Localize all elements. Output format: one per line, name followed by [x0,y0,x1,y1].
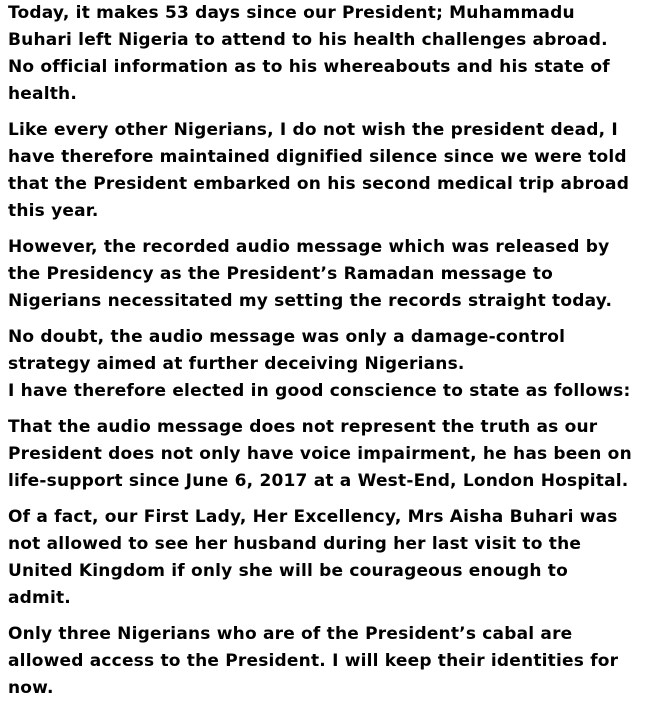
paragraph-line: President does not only have voice impairment, he has been on [8,444,632,464]
paragraph-6 [8,504,649,612]
paragraph-line: have therefore maintained dignified silence since we were told [8,147,627,167]
paragraph-line: allowed access to the President. I will keep their identities for [8,651,619,671]
paragraph-2 [8,117,649,225]
paragraph-line: United Kingdom if only she will be courageous enough to [8,561,569,581]
paragraph-4 [8,324,649,405]
paragraph-line: health. [8,84,78,104]
paragraph-line: Like every other Nigerians, I do not wish the president dead, I [8,120,618,140]
paragraph-line: However, the recorded audio message which was released by [8,237,610,257]
paragraph-7 [8,621,649,702]
paragraph-line: I have therefore elected in good conscience to state as follows: [8,381,631,401]
paragraph-line: No doubt, the audio message was only a damage-control [8,327,566,347]
paragraph-line: now. [8,678,54,698]
paragraph-line: not allowed to see her husband during her last visit to the [8,534,582,554]
paragraph-line: That the audio message does not represent the truth as our [8,417,598,437]
paragraph-5 [8,414,649,495]
paragraph-line: Only three Nigerians who are of the President’s cabal are [8,624,573,644]
paragraph-line: Nigerians necessitated my setting the records straight today. [8,291,613,311]
paragraph-line: Buhari left Nigeria to attend to his health challenges abroad. [8,30,608,50]
paragraph-line: strategy aimed at further deceiving Nigerians. [8,354,465,374]
paragraph-line: No official information as to his whereabouts and his state of [8,57,610,77]
paragraph-3 [8,234,649,315]
paragraph-line: this year. [8,201,99,221]
paragraph-line: that the President embarked on his second medical trip abroad [8,174,630,194]
paragraph-1 [8,0,649,108]
paragraph-line: the Presidency as the President’s Ramadan message to [8,264,553,284]
paragraph-line: Of a fact, our First Lady, Her Excellency, Mrs Aisha Buhari was [8,507,618,527]
paragraph-line: admit. [8,588,71,608]
paragraph-line: Today, it makes 53 days since our President; Muhammadu [8,3,575,23]
paragraph-line: life-support since June 6, 2017 at a West-End, London Hospital. [8,471,629,491]
